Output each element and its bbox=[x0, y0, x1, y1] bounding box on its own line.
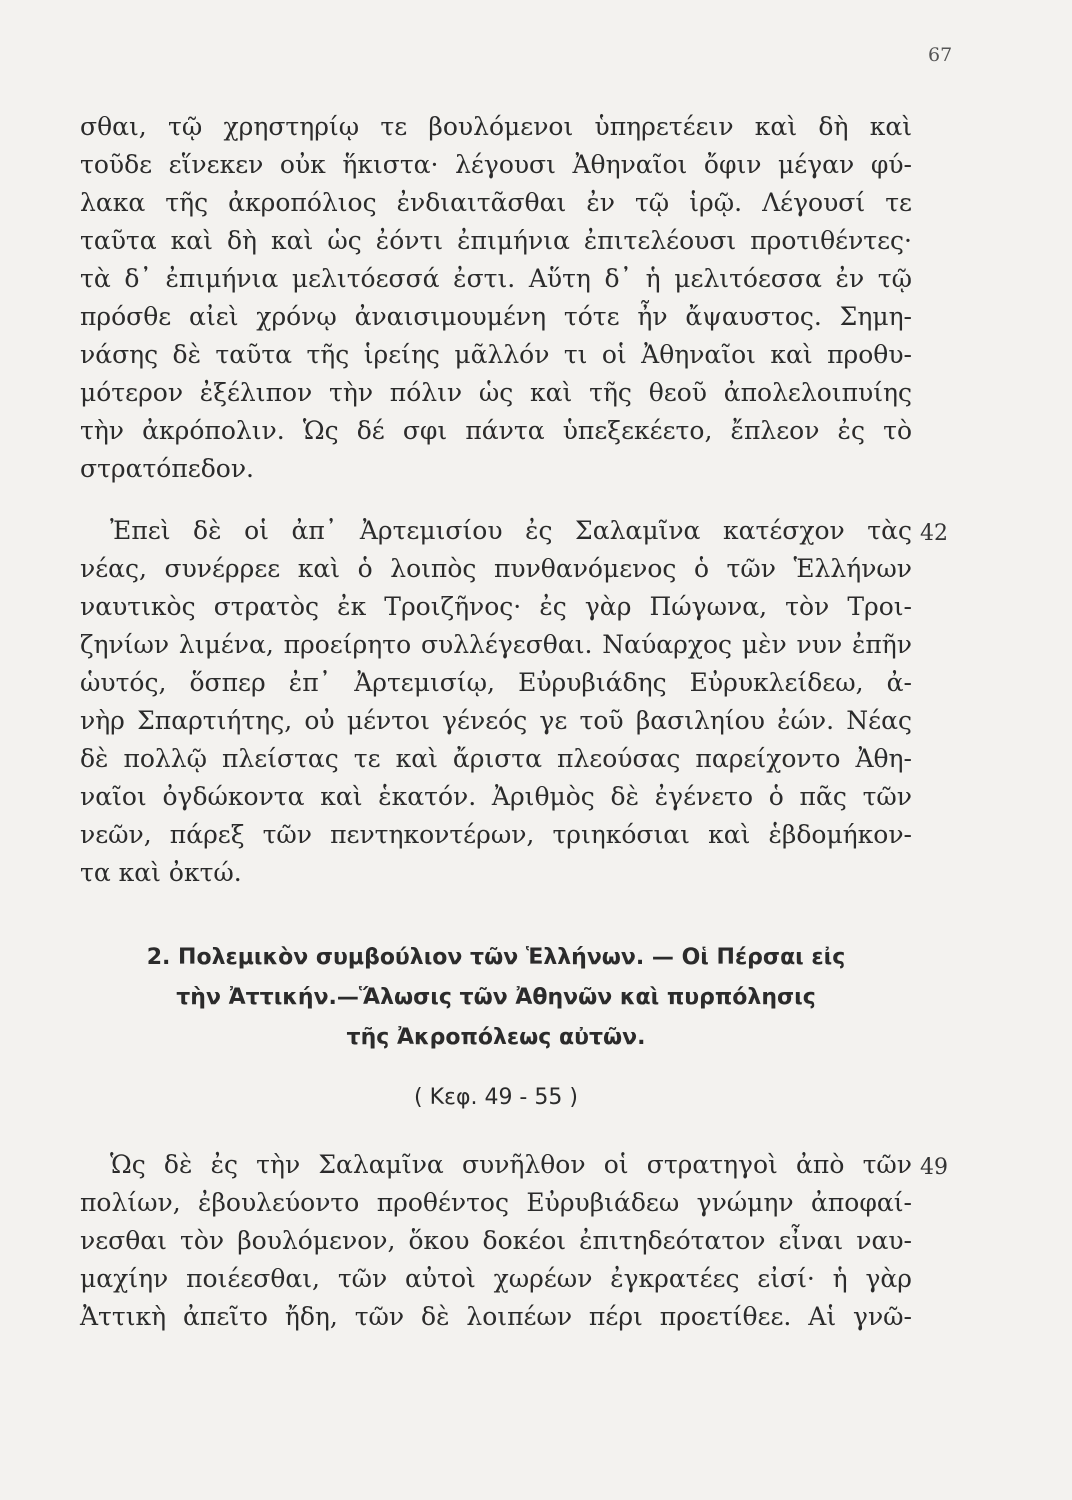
text-line: νάσης δὲ ταῦτα τῆς ἱρείης μᾶλλόν τι οἱ Ἀθηναῖοι καὶ προθυ- bbox=[80, 340, 912, 369]
text-line: μαχίην ποιέεσθαι, τῶν αὐτοὶ χωρέων ἐγκρατέες εἰσί· ἡ γὰρ bbox=[80, 1264, 912, 1293]
text-line: μότερον ἐξέλιπον τὴν πόλιν ὡς καὶ τῆς θεοῦ ἀπολελοιπυίης bbox=[80, 378, 912, 407]
text-line: νὴρ Σπαρτιήτης, οὐ μέντοι γένεός γε τοῦ βασιληίου ἐών. Νέας bbox=[80, 706, 912, 735]
text-line: τὰ δ᾽ ἐπιμήνια μελιτόεσσά ἐστι. Αὕτη δ᾽ ἡ μελιτόεσσα ἐν τῷ bbox=[80, 264, 912, 293]
text-line: λακα τῆς ἀκροπόλιος ἐνδιαιτᾶσθαι ἐν τῷ ἱρῷ. Λέγουσί τε bbox=[80, 188, 912, 217]
text-line: νεσθαι τὸν βουλόμενον, ὅκου δοκέοι ἐπιτηδεότατον εἶναι ναυ- bbox=[80, 1226, 912, 1255]
section-heading-line: τὴν Ἀττικήν.—Ἅλωσις τῶν Ἀθηνῶν καὶ πυρπόλησις bbox=[176, 985, 816, 1010]
text-line: δὲ πολλῷ πλείστας τε καὶ ἄριστα πλεούσας παρείχοντο Ἀθη- bbox=[80, 744, 912, 773]
text-line: Ἀττικὴ ἀπεῖτο ἤδη, τῶν δὲ λοιπέων πέρι προετίθεε. Αἱ γνῶ- bbox=[80, 1302, 912, 1331]
page-number: 67 bbox=[928, 44, 953, 66]
text-line: σθαι, τῷ χρηστηρίῳ τε βουλόμενοι ὑπηρετέειν καὶ δὴ καὶ bbox=[80, 112, 912, 141]
text-line: ναυτικὸς στρατὸς ἐκ Τροιζῆνος· ἐς γὰρ Πώγωνα, τὸν Τροι- bbox=[80, 592, 912, 621]
text-line: τα καὶ ὀκτώ. bbox=[80, 858, 242, 887]
chapter-marginal-number: 42 bbox=[920, 521, 948, 546]
text-line: πολίων, ἐβουλεύοντο προθέντος Εὐρυβιάδεω γνώμην ἀποφαί- bbox=[80, 1188, 912, 1217]
chapter-range: ( Κεφ. 49 - 55 ) bbox=[414, 1085, 578, 1110]
section-heading-line: τῆς Ἀκροπόλεως αὐτῶν. bbox=[346, 1025, 646, 1050]
text-line: τὴν ἀκρόπολιν. Ὡς δέ σφι πάντα ὑπεξεκέετο, ἔπλεον ἐς τὸ bbox=[80, 416, 912, 445]
text-line: τοῦδε εἵνεκεν οὐκ ἥκιστα· λέγουσι Ἀθηναῖοι ὄφιν μέγαν φύ- bbox=[80, 150, 912, 179]
text-line: ὡυτός, ὅσπερ ἐπ᾽ Ἀρτεμισίῳ, Εὐρυβιάδης Εὐρυκλείδεω, ἀ- bbox=[80, 668, 912, 697]
text-line: νεῶν, πάρεξ τῶν πεντηκοντέρων, τριηκόσιαι καὶ ἑβδομήκον- bbox=[80, 820, 912, 849]
text-line: ναῖοι ὀγδώκοντα καὶ ἑκατόν. Ἀριθμὸς δὲ ἐγένετο ὁ πᾶς τῶν bbox=[80, 782, 912, 811]
text-line: Ὡς δὲ ἐς τὴν Σαλαμῖνα συνῆλθον οἱ στρατηγοὶ ἀπὸ τῶν bbox=[110, 1150, 912, 1179]
section-heading-line: 2. Πολεμικὸν συμβούλιον τῶν Ἑλλήνων. — Οἱ Πέρσαι εἰς bbox=[146, 945, 846, 970]
text-line: Ἐπεὶ δὲ οἱ ἀπ᾽ Ἀρτεμισίου ἐς Σαλαμῖνα κατέσχον τὰς bbox=[110, 516, 912, 545]
text-line: στρατόπεδον. bbox=[80, 454, 254, 483]
chapter-marginal-number: 49 bbox=[920, 1155, 948, 1180]
text-line: πρόσθε αἰεὶ χρόνῳ ἀναισιμουμένη τότε ἦν ἄψαυστος. Σημη- bbox=[80, 302, 912, 331]
text-line: ζηνίων λιμένα, προείρητο συλλέγεσθαι. Ναύαρχος μὲν νυν ἐπῆν bbox=[80, 630, 912, 659]
text-line: νέας, συνέρρεε καὶ ὁ λοιπὸς πυνθανόμενος ὁ τῶν Ἑλλήνων bbox=[80, 554, 912, 583]
text-line: ταῦτα καὶ δὴ καὶ ὡς ἐόντι ἐπιμήνια ἐπιτελέουσι προτιθέντες· bbox=[80, 226, 912, 255]
